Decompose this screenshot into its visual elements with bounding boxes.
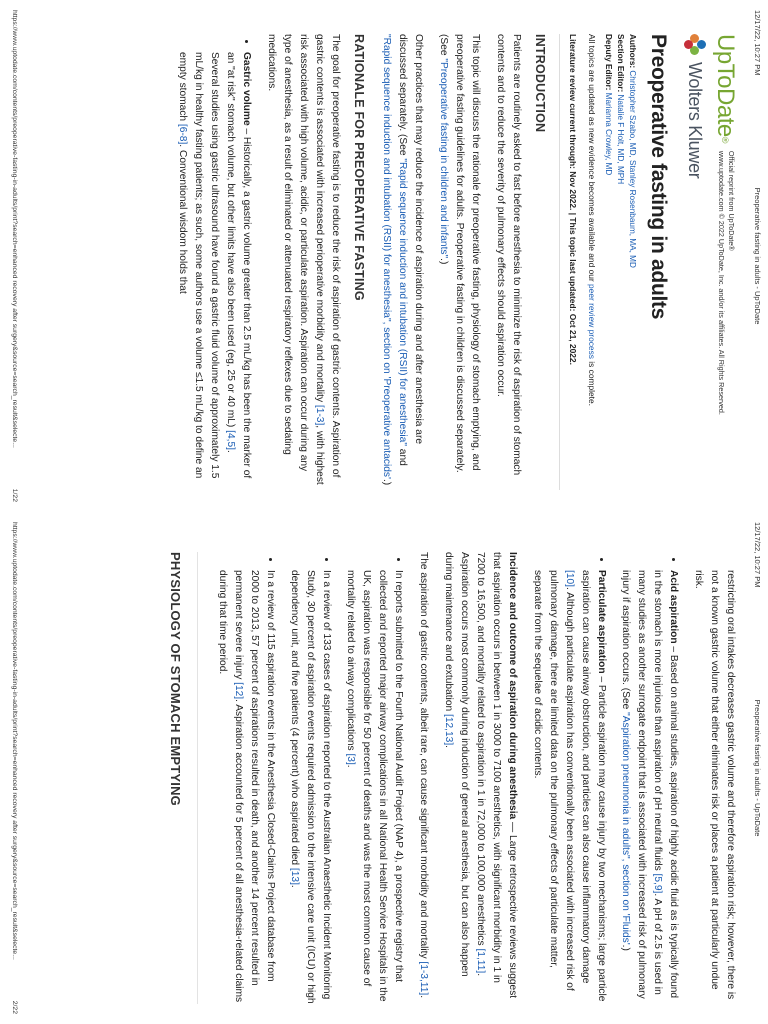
divider: [559, 34, 560, 490]
page-1-content: [24, 34, 742, 490]
incidence-paragraph: Incidence and outcome of aspiration during anesthesia — Large retrospective reviews suggest that aspiration occurs in between 1 in 3000 to 7100 anesthetics, with significant morbidity in 1 in 7200 to 16,500, and mortality related to aspiration in 1 in 72,000 to 100,000 anesthetics [1,11]. Aspiration occurs most commonly during induction of general anesthesia, but can also happen during maintenance and extubation [12,13].: [443, 552, 518, 999]
intro-paragraph-2: This topic will discuss the rationale for preoperative fasting, physiology of stomach emptying, and preoperative fasting guidelines for adults. Preoperative fasting in children is discussed separately. (See "Preoperative fasting in children and infants".): [438, 34, 481, 473]
continued-paragraph: restricting oral intakes decreases gastric volume and therefore aspiration risk; however, there is not a known gastric volume that either eliminates risk or places a patient at particularly undue risk.: [693, 570, 736, 1000]
authors-link[interactable]: Christopher Szabo, MD, Stanley Rosenbaum, MA, MD: [628, 70, 637, 268]
literature-review-line: Literature review current through: Nov 2022. | This topic last updated: Oct 21, 2022.: [568, 34, 578, 365]
aspiration-pneumonia-link[interactable]: "Aspiration pneumonia in adults", section on 'Fluids': [620, 712, 631, 945]
peer-review-link[interactable]: peer review process: [587, 284, 597, 359]
reference-link[interactable]: [12]: [233, 682, 244, 700]
section-editor-link[interactable]: Natalie F Holt, MD, MPH: [616, 94, 625, 185]
outcomes-list: [214, 552, 406, 1004]
intro-paragraph-3: Other practices that may reduce the incidence of aspiration during and after anesthesia are discussed separately. (See "Rapid sequence induction and intubation (RSII) for anesthesia" and "Rapid sequence induction and intubation (RSII) for anesthesia", section on 'Preoperative antacids'.): [381, 34, 424, 486]
list-item-closed-claims: • In a review of 115 aspiration events in the Anesthesia Closed-Claims Project database from 2000 to 2013, 57 percent of aspirations resulted in death, and another 14 percent resulted in permanent severe injury [12]. Aspiration accounted for 5 percent of all anesthesia-related claims during that time period.: [214, 570, 278, 1004]
page-number: 1/22: [11, 488, 18, 502]
morbidity-paragraph: The aspiration of gastric contents, albeit rare, can cause significant morbidity and mortality [1-3,11].: [418, 552, 429, 999]
publisher-name: Wolters Kluwer: [685, 62, 706, 179]
page-2-content: [24, 552, 738, 1004]
aspiration-types-list: [529, 552, 681, 1004]
introduction-heading: INTRODUCTION: [533, 34, 547, 133]
reference-link[interactable]: [1-3,11]: [418, 961, 429, 996]
reference-link[interactable]: [1-3]: [314, 404, 325, 426]
physiology-heading: PHYSIOLOGY OF STOMACH EMPTYING: [168, 552, 183, 806]
intro-paragraph-1: Patients are routinely asked to fast before anesthesia to minimize the risk of aspiration of stomach contents and to reduce the severity of pulmonary effects should aspiration occur.: [495, 34, 522, 476]
footer-url: https://www.uptodate.com/contents/preoperative-fasting-in-adults/print?search=enhanced recovery after surgery&source=search_result&selecte...: [11, 10, 18, 448]
list-item-particulate-aspiration: • Particulate aspiration – Particle aspiration may cause injury by two mechanisms; large particle aspiration can cause airway obstruction, and particles can also cause inflammatory damage [10]. Although particulate aspiration has conventionally been associated with increased risk of pulmonary damage, there are limited data on the pulmonary effects of particulate matter, separate from the sequelae of acidic contents.: [529, 570, 609, 1004]
header-title: Preoperative fasting in adults - UpToDate: [753, 699, 762, 837]
reference-link[interactable]: [5,9]: [652, 873, 663, 894]
rationale-paragraph: The goal for preoperative fasting is to reduce the risk of aspiration of gastric contents. Aspiration of gastric contents is associated with increased perioperative morbidity and mortality [1-3], with highest risk associated with high volume, acidic, or particulate aspiration. Aspiration can occur during any type of anesthesia, as a result of eliminated or attenuated respiratory reflexes due to sedating medications.: [266, 34, 341, 485]
section-editor-line: Section Editor: Natalie F Holt, MD, MPH: [616, 34, 625, 185]
reference-link[interactable]: [10]: [564, 570, 575, 587]
rsii-link[interactable]: "Rapid sequence induction and intubation (RSII) for anesthesia": [397, 158, 408, 446]
rationale-list: [174, 34, 254, 490]
page-footer: [6, 10, 18, 502]
reference-link[interactable]: [4,5]: [225, 430, 236, 450]
reference-link[interactable]: [6-8]: [177, 123, 188, 145]
wolters-kluwer-icon: [684, 34, 706, 56]
footer-url: https://www.uptodate.com/contents/preoperative-fasting-in-adults/print?search=enhanced recovery after surgery&source=search_result&selecte...: [11, 522, 18, 960]
deputy-editor-line: Deputy Editor: Marianna Crowley, MD: [604, 34, 613, 176]
header-date: 12/17/22, 10:27 PM: [753, 522, 762, 588]
reference-link[interactable]: [12,13]: [443, 714, 454, 746]
page-title: Preoperative fasting in adults: [647, 34, 670, 320]
rsii-antacids-link[interactable]: "Rapid sequence induction and intubation (RSII) for anesthesia", section on 'Preoperative antacids': [381, 34, 392, 479]
rationale-heading: RATIONALE FOR PREOPERATIVE FASTING: [352, 34, 366, 301]
header-date: 12/17/22, 10:27 PM: [753, 10, 762, 76]
reference-link[interactable]: [3]: [345, 753, 356, 765]
list-item-nap4: • In reports submitted to the Fourth National Audit Project (NAP 4), a prospective registry that collected and reported major airway complications in all National Health Service Hospitals in the UK, aspiration was responsible for 50 percent of deaths and was the most common cause of mortality related to airway complications [3].: [342, 570, 406, 1004]
updates-note: All topics are updated as new evidence becomes available and our peer review process is complete.: [587, 34, 597, 406]
reference-link[interactable]: [1,11]: [475, 948, 486, 974]
list-item-acid-aspiration: • Acid aspiration – Based on animal studies, aspiration of highly acidic fluid as is typically found in the stomach is more injurious than aspiration of pH neutral fluids [5,9]. A pH of 2.5 is used in many studies as another surrogate endpoint that is associated with increased risk of pulmonary injury if aspiration occurs. (See "Aspiration pneumonia in adults", section on 'Fluids'.): [617, 570, 681, 1004]
page-2: [0, 512, 768, 1024]
deputy-editor-link[interactable]: Marianna Crowley, MD: [604, 92, 613, 176]
header-title: Preoperative fasting in adults - UpToDate: [753, 187, 762, 325]
uptodate-logo: UpToDate®: [712, 34, 739, 143]
authors-line: Authors: Christopher Szabo, MD, Stanley Rosenbaum, MA, MD: [628, 34, 637, 268]
reference-link[interactable]: [13]: [289, 867, 300, 885]
divider: [197, 552, 198, 1004]
uptodate-logo-row: [712, 34, 738, 490]
page-number: 2/22: [11, 1000, 18, 1014]
page-header: [748, 522, 762, 1014]
page-footer: [6, 522, 18, 1014]
rights-line[interactable]: www.uptodate.com © 2022 UpToDate, Inc. and/or its affiliates. All Rights Reserved.: [717, 150, 727, 415]
list-item-australian-study: • In a review of 133 cases of aspiration reported to the Australian Anaesthetic Incident Monitoring Study, 30 percent of aspiration events required admission to the intensive care unit (ICU) or high dependency unit, and five patients (4 percent) who aspirated died [13].: [286, 570, 334, 1004]
list-item-gastric-volume: • Gastric volume – Historically, a gastric volume greater than 2.5 mL/kg has been the marker of an "at risk" stomach volume, but other limits have also been used (eg, 25 or 40 mL) [4,5]. Several studies using gastric ultrasound have found a gastric fluid volume of approximately 1.5 mL/kg in healthy fasting patients; as such, some authors use a volume ≤1.5 mL/kg to define an empty stomach [6-8]. Conventional wisdom holds that: [174, 52, 254, 490]
official-reprint: Official reprint from UpToDate® www.uptodate.com © 2022 UpToDate, Inc. and/or its affiliates. All Rights Reserved.: [717, 150, 736, 415]
page-header: [748, 10, 762, 502]
fasting-children-link[interactable]: "Preoperative fasting in children and infants": [438, 58, 449, 259]
wolters-kluwer-logo: [684, 34, 706, 490]
